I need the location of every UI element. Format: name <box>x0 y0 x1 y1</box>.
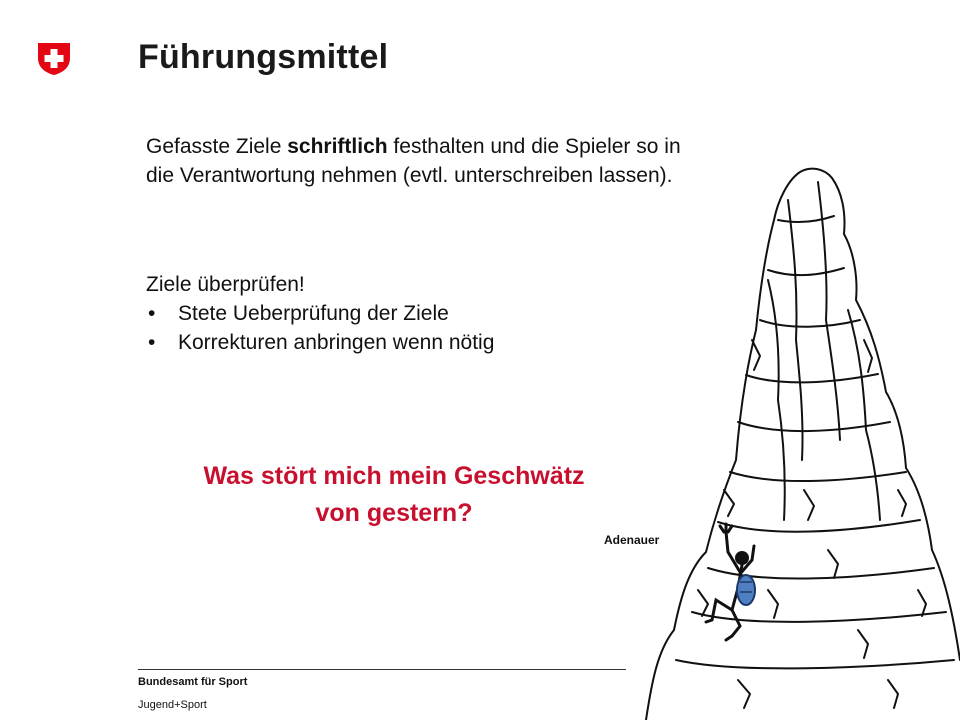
swiss-cross-shield-icon <box>37 42 71 76</box>
bullet-text: Stete Ueberprüfung der Ziele <box>178 302 449 325</box>
goals-paragraph <box>146 132 686 190</box>
quote-author: Adenauer <box>604 533 660 547</box>
rock-climber-illustration <box>628 160 960 720</box>
goal-check-section <box>146 270 666 357</box>
list-item <box>146 328 666 357</box>
page-title: Führungsmittel <box>138 38 389 76</box>
paragraph-bold-word: schriftlich <box>287 135 388 158</box>
bullet-icon: • <box>148 331 156 354</box>
quote-line-1: Was stört mich mein Geschwätz <box>203 462 585 490</box>
paragraph-text-end: festhalten und die Spieler so in die Verantwortung nehmen (evtl. unterschreiben lassen). <box>146 135 681 187</box>
goal-check-heading: Ziele überprüfen! <box>146 273 305 296</box>
footer-program: Jugend+Sport <box>138 699 207 711</box>
paragraph-text-start: Gefasste Ziele <box>146 135 288 158</box>
backpack-icon <box>737 575 755 605</box>
quote <box>130 458 658 532</box>
bullet-text: Korrekturen anbringen wenn nötig <box>178 331 495 354</box>
footer-divider <box>138 669 626 670</box>
bullet-icon: • <box>148 302 156 325</box>
quote-line-2: von gestern? <box>315 499 473 527</box>
footer-organization: Bundesamt für Sport <box>138 676 248 688</box>
list-item <box>146 299 666 328</box>
goal-check-list <box>146 299 666 357</box>
